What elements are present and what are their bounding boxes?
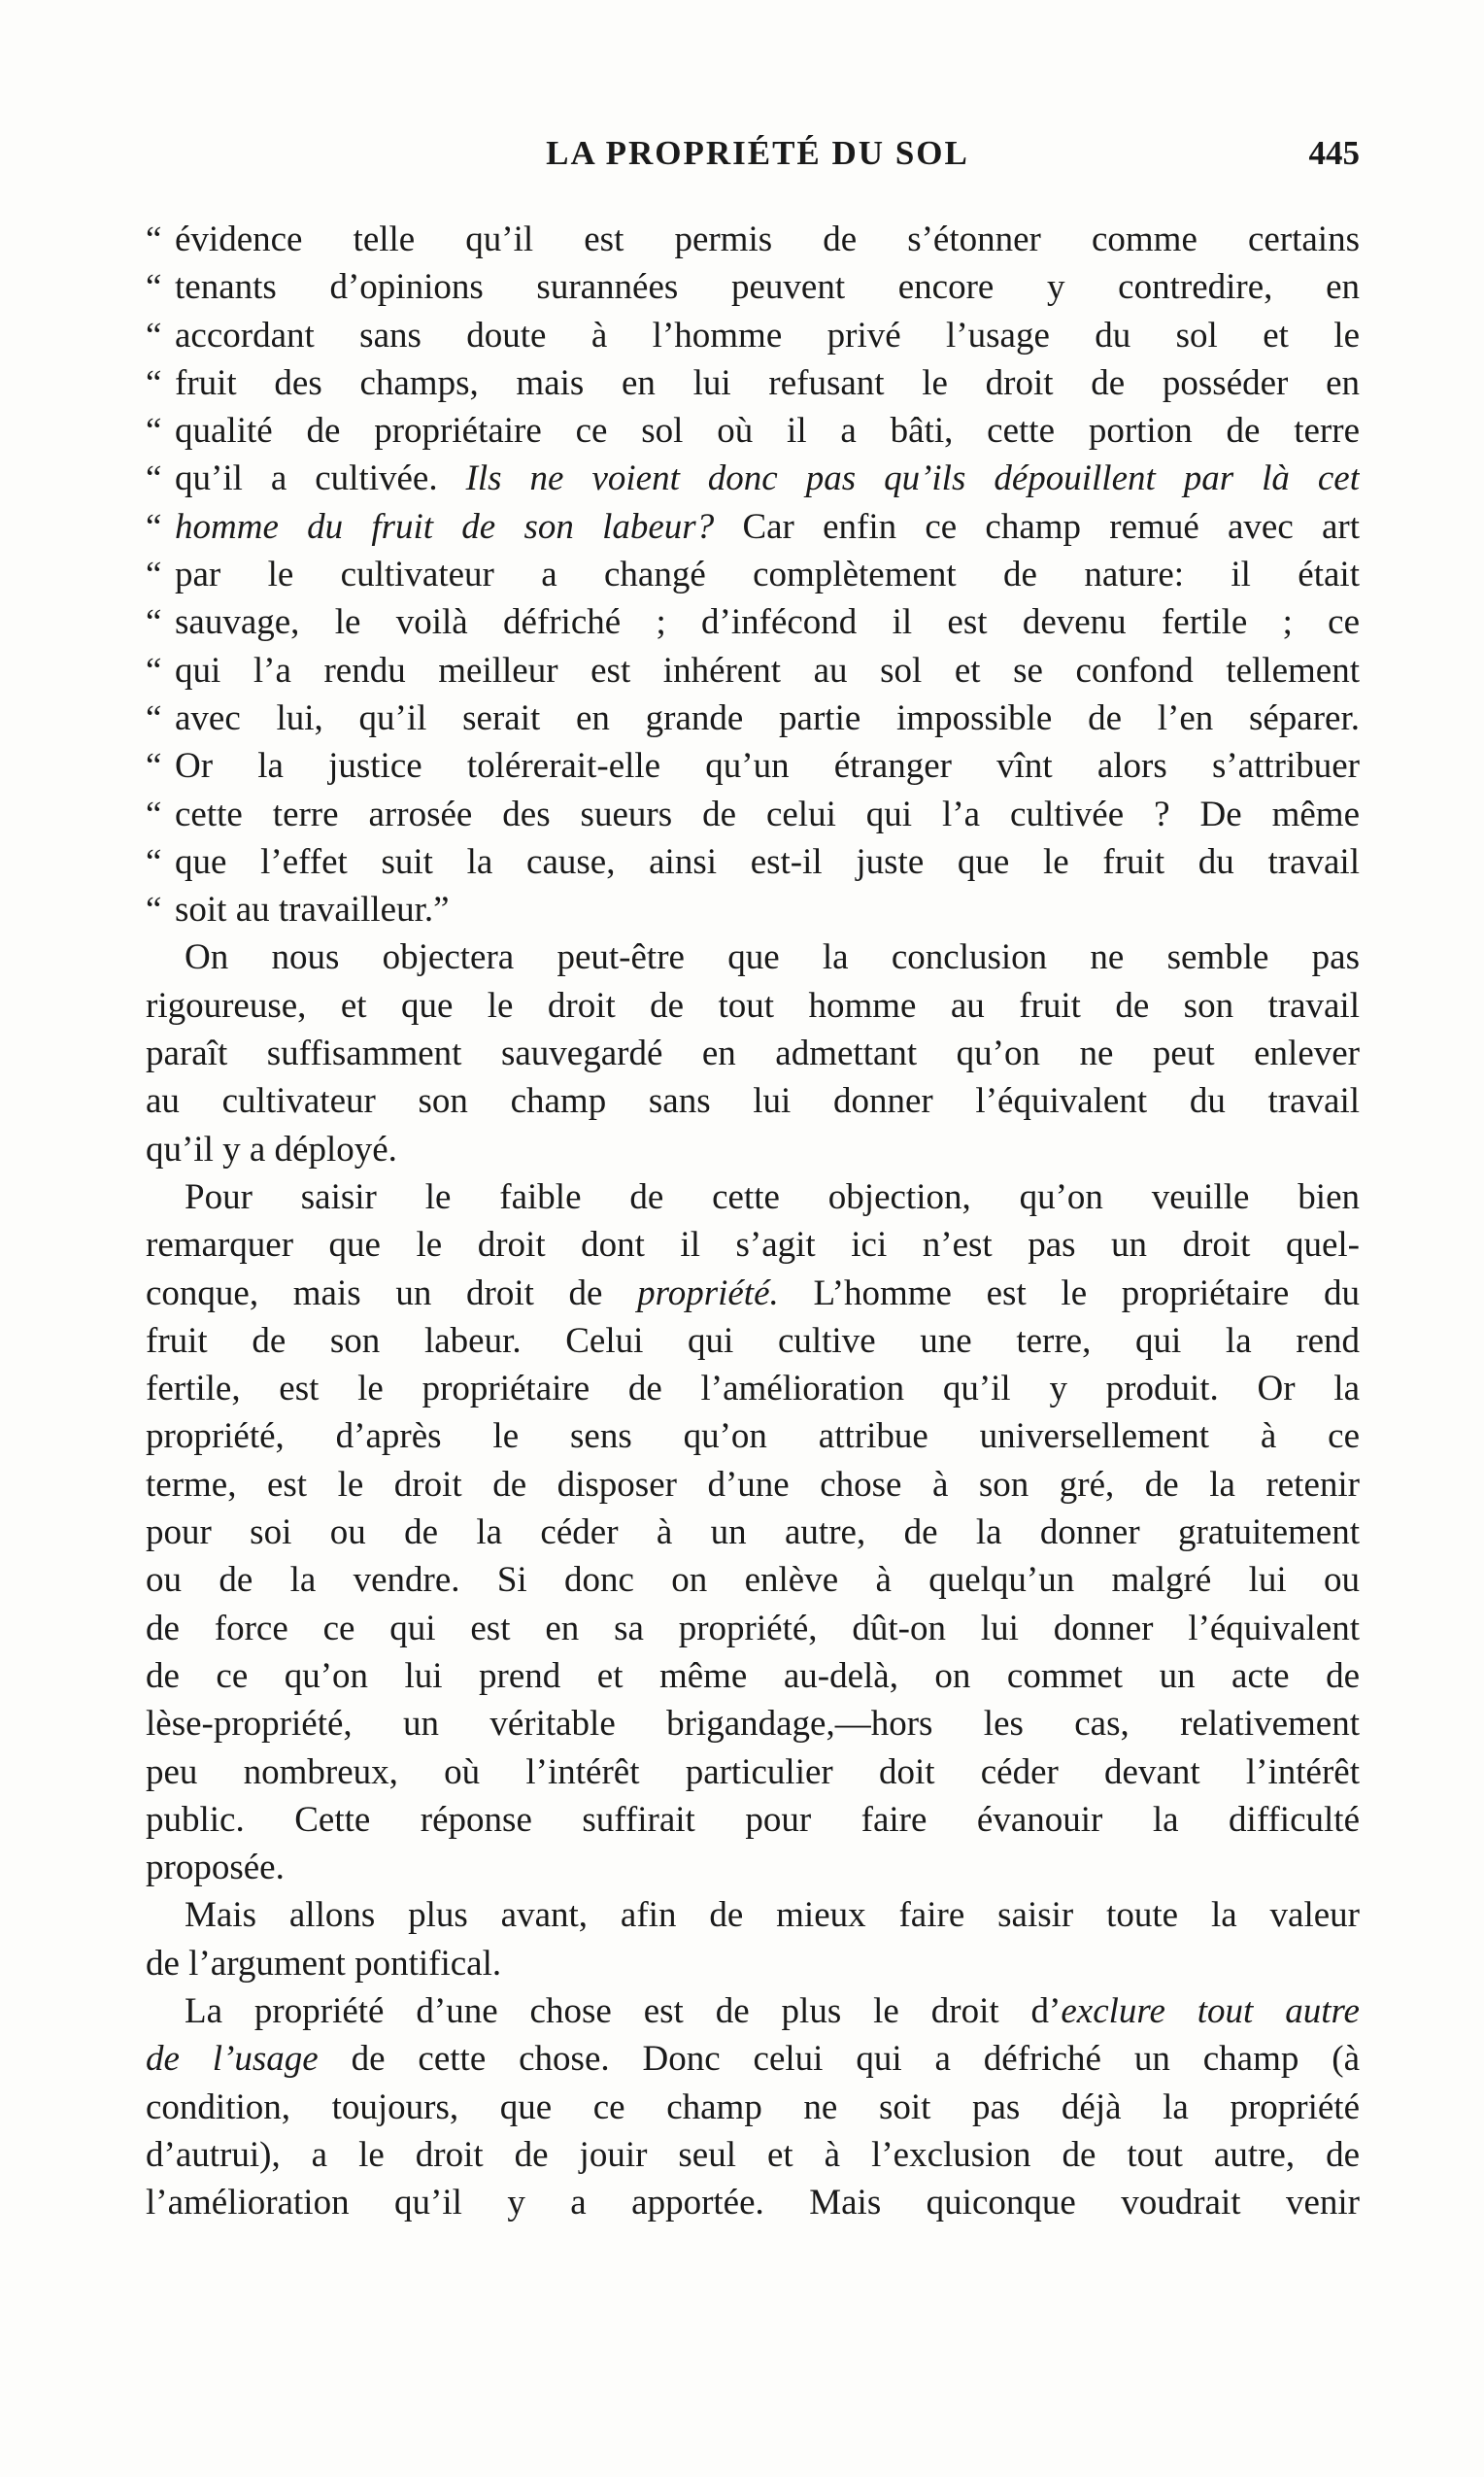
running-title: LA PROPRIÉTÉ DU SOL xyxy=(546,134,969,172)
line-text: qu’il y a déployé. xyxy=(146,1129,397,1170)
line-text: L’homme est le propriétaire du xyxy=(813,1272,1360,1313)
quote-mark: “ xyxy=(146,650,162,691)
text-line xyxy=(146,2035,1360,2083)
line-text: accordant sans doute à l’homme privé l’usage du sol et le xyxy=(175,315,1360,356)
text-line xyxy=(146,1844,1360,1891)
page-number: 445 xyxy=(1308,134,1360,172)
text-line xyxy=(146,263,1360,311)
text-line xyxy=(146,551,1360,598)
text-line xyxy=(146,1509,1360,1556)
text-line xyxy=(146,933,1360,981)
text-line xyxy=(146,1317,1360,1365)
text-line xyxy=(146,1126,1360,1173)
text-line xyxy=(146,695,1360,742)
line-text: fruit des champs, mais en lui refusant le droit de posséder en xyxy=(175,362,1360,403)
line-text: On nous objectera peut-être que la conclusion ne semble pas xyxy=(185,937,1360,978)
line-text: qu’il a cultivée. xyxy=(175,458,438,499)
text-line xyxy=(146,647,1360,695)
line-text: cette terre arrosée des sueurs de celui qui l’a cultivée ? De même xyxy=(175,794,1360,834)
quote-mark: “ xyxy=(146,555,162,595)
italic-text: Ils ne voient donc pas qu’ils dépouillent par là cet xyxy=(465,458,1360,499)
line-text: Or la justice tolérerait-elle qu’un étranger vînt alors s’attribuer xyxy=(175,746,1360,787)
italic-text: homme du fruit de son labeur? xyxy=(175,506,715,547)
line-text: remarquer que le droit dont il s’agit ici n’est pas un droit quel- xyxy=(146,1225,1360,1266)
text-line xyxy=(146,216,1360,263)
text-line xyxy=(146,598,1360,646)
quote-mark: “ xyxy=(146,220,162,259)
line-text: au cultivateur son champ sans lui donner l’équivalent du travail xyxy=(146,1081,1360,1122)
text-line xyxy=(146,886,1360,933)
line-text: sauvage, le voilà défriché ; d’infécond il est devenu fertile ; ce xyxy=(175,602,1360,643)
line-text: fruit de son labeur. Celui qui cultive une terre, qui la rend xyxy=(146,1320,1360,1361)
line-text: ou de la vendre. Si donc on enlève à quelqu’un malgré lui ou xyxy=(146,1560,1360,1601)
text-line xyxy=(146,1987,1360,2035)
quote-mark: “ xyxy=(146,362,162,403)
quote-mark: “ xyxy=(146,506,162,547)
line-text: de ce qu’on lui prend et même au-delà, on commet un acte de xyxy=(146,1655,1360,1696)
line-text: La propriété d’une chose est de plus le droit d’ xyxy=(185,1990,1062,2031)
line-text: soit au travailleur.” xyxy=(175,890,450,931)
line-text: paraît suffisamment sauvegardé en admettant qu’on ne peut enlever xyxy=(146,1034,1360,1074)
quote-mark: “ xyxy=(146,315,162,356)
text-line xyxy=(146,982,1360,1030)
text-line xyxy=(146,407,1360,455)
italic-text: propriété. xyxy=(637,1272,779,1313)
line-text: l’amélioration qu’il y a apportée. Mais quiconque voudrait venir xyxy=(146,2183,1360,2223)
text-line xyxy=(146,1700,1360,1747)
text-line xyxy=(146,455,1360,502)
italic-text: exclure tout autre xyxy=(1061,1990,1360,2031)
text-line xyxy=(146,312,1360,359)
text-line xyxy=(146,1605,1360,1652)
line-text: lèse-propriété, un véritable brigandage,—hors les cas, relativement xyxy=(146,1704,1360,1745)
line-text: de force ce qui est en sa propriété, dût-on lui donner l’équivalent xyxy=(146,1608,1360,1648)
text-line xyxy=(146,359,1360,407)
line-text: conque, mais un droit de xyxy=(146,1272,603,1313)
text-line xyxy=(146,1221,1360,1269)
italic-text: de l’usage xyxy=(146,2039,319,2080)
text-line xyxy=(146,1365,1360,1412)
text-line xyxy=(146,1030,1360,1077)
line-text: que l’effet suit la cause, ainsi est-il juste que le fruit du travail xyxy=(175,841,1360,882)
text-line xyxy=(146,1173,1360,1221)
text-line xyxy=(146,1652,1360,1700)
page-header xyxy=(155,134,1360,181)
text-line xyxy=(146,1891,1360,1939)
text-line xyxy=(146,2179,1360,2226)
text-line xyxy=(146,1412,1360,1460)
quote-mark: “ xyxy=(146,746,162,787)
line-text: de l’argument pontifical. xyxy=(146,1943,502,1984)
text-line xyxy=(146,1748,1360,1796)
text-line xyxy=(146,1270,1360,1317)
line-text: qui l’a rendu meilleur est inhérent au sol et se confond tellement xyxy=(175,650,1360,691)
line-text: évidence telle qu’il est permis de s’étonner comme certains xyxy=(175,220,1360,259)
quote-mark: “ xyxy=(146,411,162,452)
text-line xyxy=(146,742,1360,790)
text-line xyxy=(146,1556,1360,1604)
line-text: condition, toujours, que ce champ ne soit pas déjà la propriété xyxy=(146,2087,1360,2127)
line-text: public. Cette réponse suffirait pour faire évanouir la difficulté xyxy=(146,1799,1360,1840)
body-text xyxy=(146,216,1360,2226)
text-line xyxy=(146,1940,1360,1987)
quote-mark: “ xyxy=(146,794,162,834)
text-line xyxy=(146,791,1360,838)
line-text: Car enfin ce champ remué avec art xyxy=(742,506,1360,547)
text-line xyxy=(146,2084,1360,2131)
line-text: d’autrui), a le droit de jouir seul et à l’exclusion de tout autre, de xyxy=(146,2134,1360,2175)
text-line xyxy=(146,503,1360,551)
quote-mark: “ xyxy=(146,267,162,308)
line-text: pour soi ou de la céder à un autre, de la donner gratuitement xyxy=(146,1512,1360,1553)
text-line xyxy=(146,1077,1360,1125)
quote-mark: “ xyxy=(146,841,162,882)
line-text: qualité de propriétaire ce sol où il a bâti, cette portion de terre xyxy=(175,411,1360,452)
text-line xyxy=(146,838,1360,886)
text-line xyxy=(146,1461,1360,1509)
line-text: peu nombreux, où l’intérêt particulier doit céder devant l’intérêt xyxy=(146,1751,1360,1792)
line-text: Mais allons plus avant, afin de mieux faire saisir toute la valeur xyxy=(185,1895,1360,1936)
line-text: avec lui, qu’il serait en grande partie impossible de l’en séparer. xyxy=(175,697,1360,738)
line-text: rigoureuse, et que le droit de tout homme au fruit de son travail xyxy=(146,985,1360,1026)
line-text: fertile, est le propriétaire de l’amélioration qu’il y produit. Or la xyxy=(146,1369,1360,1409)
quote-mark: “ xyxy=(146,697,162,738)
quote-mark: “ xyxy=(146,458,162,499)
line-text: par le cultivateur a changé complètement de nature: il était xyxy=(175,555,1360,595)
line-text: propriété, d’après le sens qu’on attribue universellement à ce xyxy=(146,1416,1360,1457)
line-text: tenants d’opinions surannées peuvent encore y contredire, en xyxy=(175,267,1360,308)
text-line xyxy=(146,2131,1360,2179)
line-text: proposée. xyxy=(146,1848,285,1888)
line-text: Pour saisir le faible de cette objection, qu’on veuille bien xyxy=(185,1176,1360,1217)
quote-mark: “ xyxy=(146,602,162,643)
text-line xyxy=(146,1796,1360,1844)
line-text: terme, est le droit de disposer d’une chose à son gré, de la retenir xyxy=(146,1464,1360,1505)
quote-mark: “ xyxy=(146,890,162,931)
line-text: de cette chose. Donc celui qui a défriché un champ (à xyxy=(351,2039,1360,2080)
